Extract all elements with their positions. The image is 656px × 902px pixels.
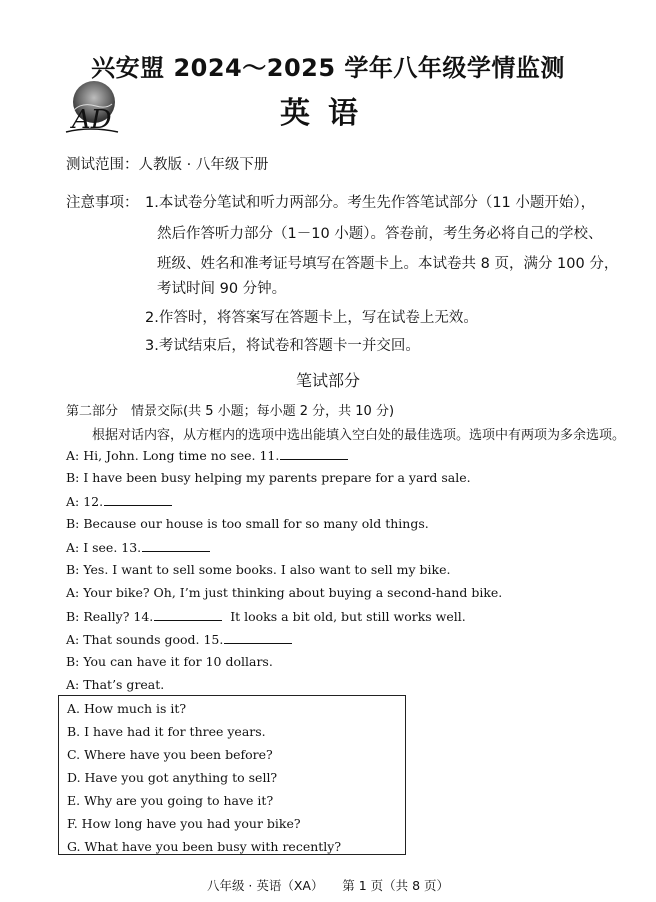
options-box (58, 695, 406, 855)
note-item-2: 2.作答时，将答案写在答题卡上，写在试卷上无效。 (145, 310, 478, 326)
option-a: A. How much is it? (67, 701, 187, 716)
dialogue-line: B: Yes. I want to sell some books. I also want to sell my bike. (66, 562, 451, 577)
note-item-1-line-3: 班级、姓名和准考证号填写在答题卡上。本试卷共 8 页，满分 100 分， (157, 256, 619, 272)
section-title: 笔试部分 (295, 371, 360, 390)
note-item-1-line-1: 1.本试卷分笔试和听力两部分。考生先作答笔试部分（11 小题开始）， (145, 195, 596, 211)
option-g: G. What have you been busy with recently? (67, 839, 342, 854)
option-b: B. I have had it for three years. (67, 724, 266, 739)
dialogue-line: A: Your bike? Oh, I’m just thinking about buying a second-hand bike. (66, 585, 503, 600)
option-d: D. Have you got anything to sell? (67, 770, 278, 785)
part-heading: 第二部分 情景交际(共 5 小题；每小题 2 分，共 10 分) (66, 404, 395, 419)
dialogue-line: B: I have been busy helping my parents prepare for a yard sale. (66, 470, 471, 485)
answer-blank-13 (142, 539, 210, 552)
answer-blank-11 (280, 447, 348, 460)
test-scope: 测试范围：人教版 · 八年级下册 (66, 157, 269, 173)
subject-title: 英语 (280, 96, 376, 131)
part-instruction: 根据对话内容，从方框内的选项中选出能填入空白处的最佳选项。选项中有两项为多余选项。 (92, 428, 626, 443)
notes-label: 注意事项： (66, 195, 139, 211)
note-item-1-line-2: 然后作答听力部分（1－10 小题）。答卷前，考生务必将自己的学校、 (157, 226, 603, 242)
dialogue-line: B: Really? 14. It looks a bit old, but still works well. (66, 609, 466, 624)
dialogue-line: B: You can have it for 10 dollars. (66, 654, 273, 669)
note-item-1-line-4: 考试时间 90 分钟。 (157, 281, 287, 297)
option-c: C. Where have you been before? (67, 747, 273, 762)
answer-blank-14 (154, 608, 222, 621)
dialogue-line: A: That’s great. (66, 677, 165, 692)
dialogue-line: A: That sounds good. 15. (66, 631, 292, 647)
dialogue-line: A: Hi, John. Long time no see. 11. (66, 447, 348, 463)
option-f: F. How long have you had your bike? (67, 816, 301, 831)
exam-title: 兴安盟 2024～2025 学年八年级学情监测 (91, 54, 565, 82)
note-item-3: 3.考试结束后，将试卷和答题卡一并交回。 (145, 338, 420, 354)
dialogue-line: A: I see. 13. (66, 539, 210, 555)
dialogue-line: B: Because our house is too small for so many old things. (66, 516, 429, 531)
dialogue-line: A: 12. (66, 493, 172, 509)
answer-blank-12 (104, 493, 172, 506)
svg-text:AD: AD (72, 105, 112, 135)
option-e: E. Why are you going to have it? (67, 793, 274, 808)
answer-blank-15 (224, 631, 292, 644)
page-footer: 八年级 · 英语（XA） 第 1 页（共 8 页） (206, 878, 450, 893)
